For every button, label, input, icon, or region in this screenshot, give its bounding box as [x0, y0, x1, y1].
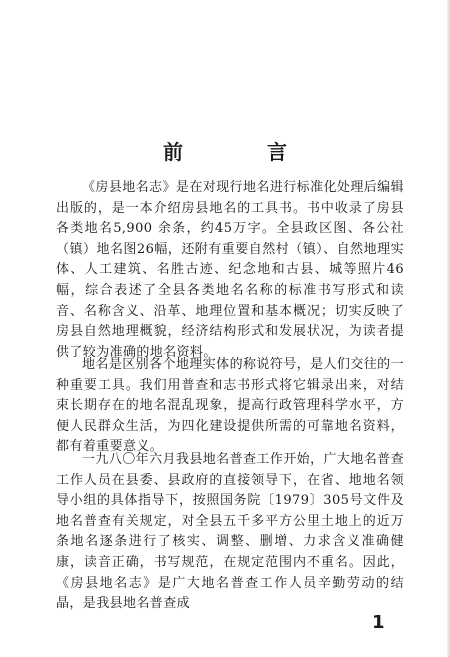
paragraph-intro: 《房县地名志》是在对现行地名进行标准化处理后编辑出版的，是一本介绍房县地名的工具书。书中收录了房县各类地名5,900 余条，约45万字。全县政区图、各公社（镇）地名图26幅，还附有重要自然村（镇）、自然地理实体、人工建筑、名胜古迹、纪念地和古县、城等照片46幅，综合表述了全县各类地名名称的标准书写形式和读音、名称含义、沿革、地理位置和基本概况；切实反映了房县自然地理概貌，经济结构形式和发展状况，为读者提供了较为准确的地名资料。	[56, 180, 404, 360]
paragraph-history: 一九八〇年六月我县地名普查工作开始，广大地名普查工作人员在县委、县政府的直接领导下，在省、地地名领导小组的具体指导下，按照国务院〔1979〕305号文件及地名普查有关规定，对全县五千多平方公里土地上的近万条地名逐条进行了核实、调整、删增、力求含义准确健康，读音正确，书写规范，在规定范围内不重名。因此，《房县地名志》是广大地名普查工作人员辛勤劳动的结晶，是我县地名普查成	[56, 452, 404, 612]
page-title: 前 言	[163, 140, 319, 164]
paragraph-significance: 地名是区别各个地理实体的称说符号，是人们交往的一种重要工具。我们用普查和志书形式将它辑录出来，对结束长期存在的地名混乱现象，提高行政管理科学水平，方便人民群众生活，为四化建设提供所需的可靠地名资料，都有着重要意义。	[56, 357, 404, 455]
page-number: 1	[372, 612, 385, 633]
